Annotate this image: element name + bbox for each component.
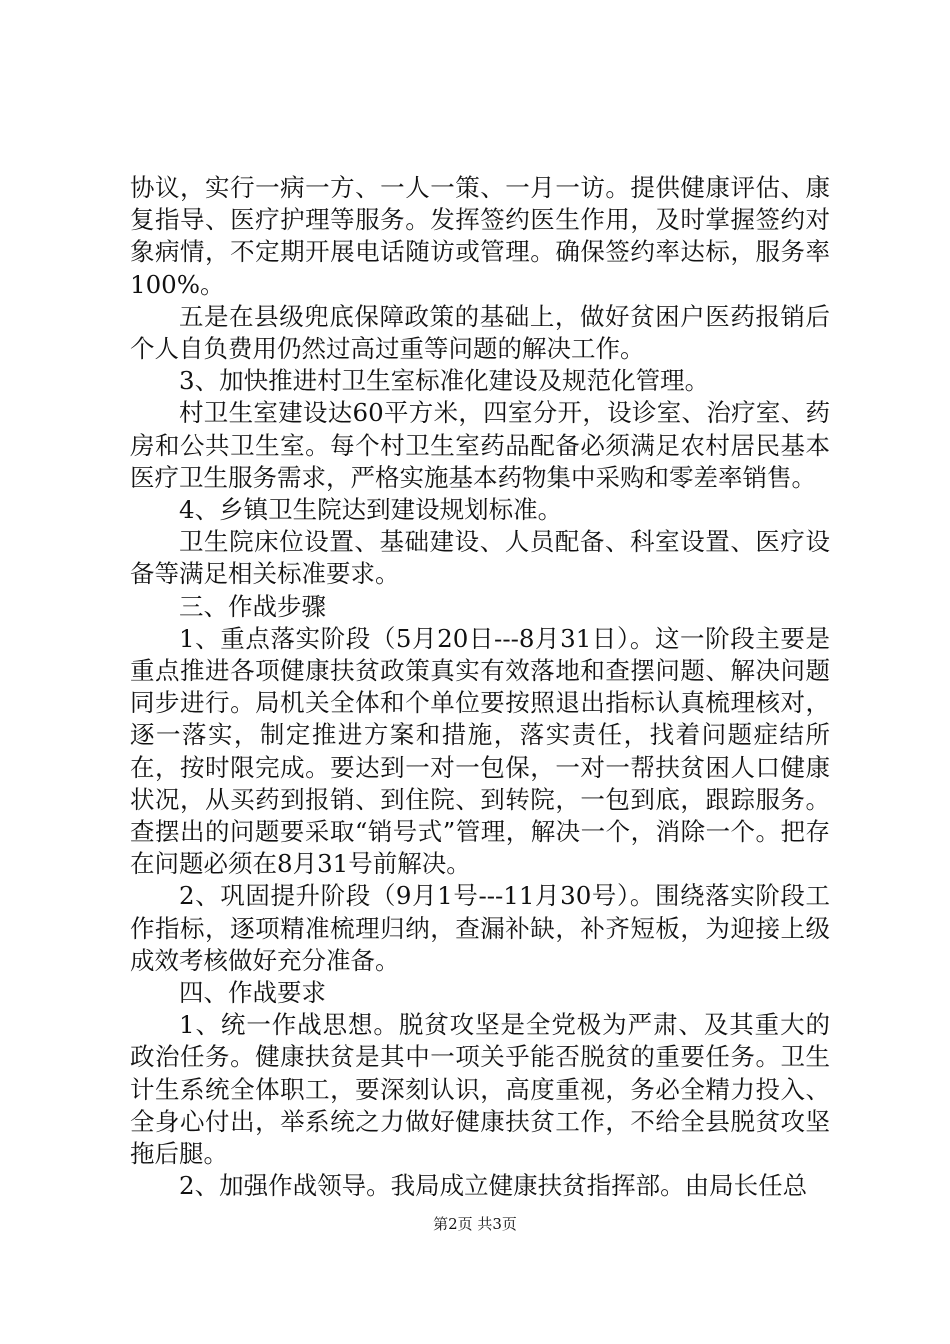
paragraph-12: 2、加强作战领导。我局成立健康扶贫指挥部。由局长任总 bbox=[179, 1171, 808, 1201]
paragraph-3: 3、加快推进村卫生室标准化建设及规范化管理。 bbox=[179, 366, 710, 396]
document-body bbox=[130, 172, 830, 1203]
section-heading-4: 四、作战要求 bbox=[179, 978, 326, 1008]
paragraph-9: 2、巩固提升阶段（9月1号---11月30号）。围绕落实阶段工作指标，逐项精准梳理归纳，查漏补缺，补齐短板，为迎接上级成效考核做好充分准备。 bbox=[130, 881, 830, 975]
paragraph-11: 1、统一作战思想。脱贫攻坚是全党极为严肃、及其重大的政治任务。健康扶贫是其中一项关乎能否脱贫的重要任务。卫生计生系统全体职工，要深刻认识，高度重视，务必全精力投入、全身心付出，举系统之力做好健康扶贫工作，不给全县脱贫攻坚拖后腿。 bbox=[130, 1010, 830, 1169]
section-heading-3: 三、作战步骤 bbox=[179, 591, 326, 621]
paragraph-6: 卫生院床位设置、基础建设、人员配备、科室设置、医疗设备等满足相关标准要求。 bbox=[130, 527, 830, 589]
paragraph-2: 五是在县级兜底保障政策的基础上，做好贫困户医药报销后个人自负费用仍然过高过重等问题的解决工作。 bbox=[130, 301, 830, 364]
paragraph-8: 1、重点落实阶段（5月20日---8月31日）。这一阶段主要是重点推进各项健康扶贫政策真实有效落地和查摆问题、解决问题同步进行。局机关全体和个单位要按照退出指标认真梳理核对，逐一落实，制定推进方案和措施，落实责任，找着问题症结所在，按时限完成。要达到一对一包保，一对一帮扶贫困人口健康状况，从买药到报销、到住院、到转院，一包到底，跟踪服务。查摆出的问题要采取“销号式”管理，解决一个，消除一个。把存在问题必须在8月31号前解决。 bbox=[130, 623, 830, 879]
page-number-footer: 第2页 共3页 bbox=[433, 1215, 517, 1233]
paragraph-1: 协议，实行一病一方、一人一策、一月一访。提供健康评估、康复指导、医疗护理等服务。发挥签约医生作用，及时掌握签约对象病情，不定期开展电话随访或管理。确保签约率达标，服务率100%。 bbox=[130, 173, 830, 299]
paragraph-5: 4、乡镇卫生院达到建设规划标准。 bbox=[179, 495, 563, 525]
paragraph-4: 村卫生室建设达60平方米，四室分开，设诊室、治疗室、药房和公共卫生室。每个村卫生室药品配备必须满足农村居民基本医疗卫生服务需求，严格实施基本药物集中采购和零差率销售。 bbox=[130, 398, 830, 492]
